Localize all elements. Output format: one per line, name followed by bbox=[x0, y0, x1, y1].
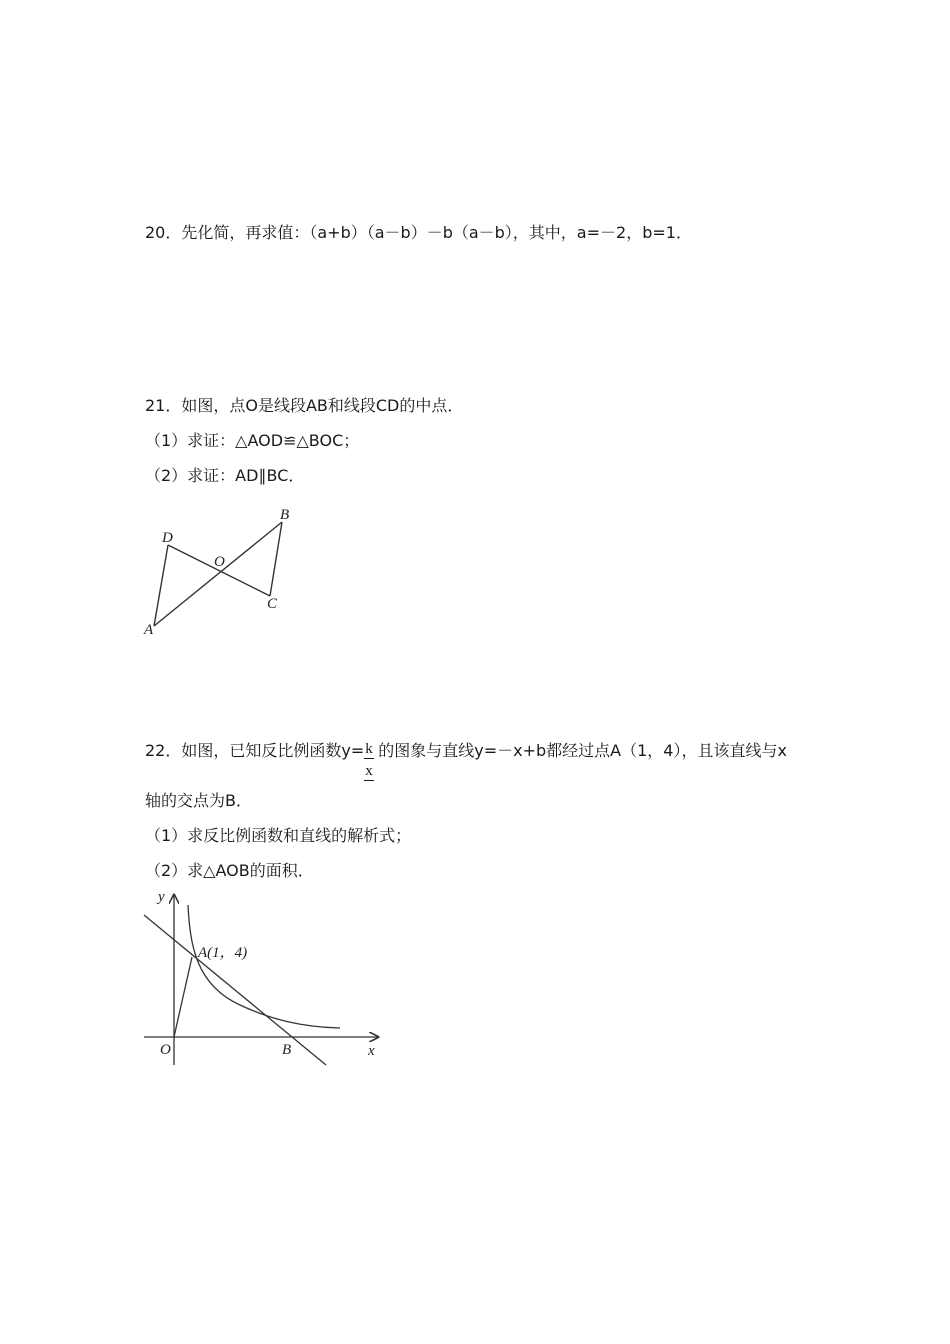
question-22-part-1: （1）求反比例函数和直线的解析式； bbox=[145, 826, 412, 845]
question-21-part-2: （2）求证：AD∥BC． bbox=[145, 466, 305, 485]
question-20 bbox=[145, 222, 692, 244]
label-x: x bbox=[368, 1043, 375, 1059]
segment-BC bbox=[270, 522, 282, 596]
segment-DC bbox=[168, 545, 270, 596]
label-B: B bbox=[280, 507, 290, 523]
question-22-stem: 22．如图，已知反比例函数y= $\frac{k}{x}$ 的图象与直线y=－x+b都经过点A（1，4），且该直线与x bbox=[145, 741, 787, 779]
label-A: A(1，4) bbox=[198, 945, 248, 961]
segment-AD bbox=[154, 545, 168, 626]
label-D: D bbox=[162, 530, 173, 546]
line-y-eq-neg-x-plus-b bbox=[144, 915, 326, 1065]
hyperbola-curve bbox=[188, 905, 340, 1028]
label-A: A bbox=[144, 622, 154, 638]
question-20-text: 20．先化简，再求值：（a+b）（a－b）－b（a－b），其中，a=－2，b=1． bbox=[145, 223, 692, 242]
question-22-stem-cont: 轴的交点为B． bbox=[145, 791, 252, 810]
label-B: B bbox=[282, 1042, 292, 1058]
label-O: O bbox=[214, 554, 225, 570]
q22-figure bbox=[140, 885, 385, 1070]
segment-AB bbox=[154, 522, 282, 626]
fraction-k-over-x: $\frac{k}{x}$ bbox=[365, 741, 373, 779]
question-21-part-1: （1）求证：△AOD≌△BOC； bbox=[145, 431, 360, 450]
question-22-part-2: （2）求△AOB的面积． bbox=[145, 861, 314, 880]
question-21-stem: 21．如图，点O是线段AB和线段CD的中点． bbox=[145, 396, 464, 415]
label-O: O bbox=[160, 1042, 171, 1058]
q21-figure bbox=[140, 500, 300, 640]
label-y: y bbox=[158, 889, 165, 905]
segment-OA bbox=[174, 957, 192, 1037]
label-C: C bbox=[267, 596, 278, 612]
